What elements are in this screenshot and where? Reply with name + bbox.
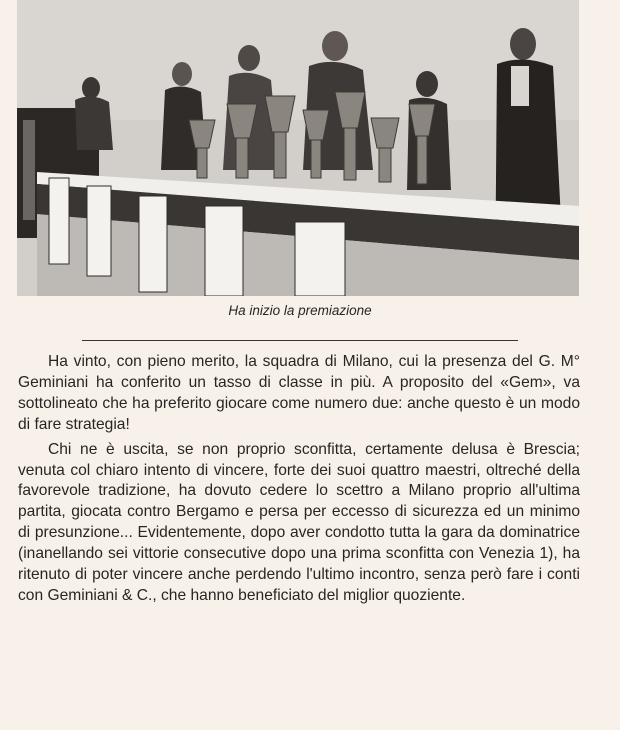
photo-caption: Ha inizio la premiazione	[228, 303, 372, 318]
photo-illustration	[17, 0, 579, 296]
paragraph-1: Ha vinto, con pieno merito, la squadra di Milano, cui la presenza del G. M° Geminiani ha conferito un tasso di classe in più. A proposito del «Gem», va sottolineato che ha preferito giocare come numero due: anche questo è un modo di fare strategia!	[18, 353, 580, 433]
caption-divider	[82, 340, 518, 341]
paragraph-2: Chi ne è uscita, se non proprio sconfitta, certamente delusa è Brescia; venuta col chiaro intento di vincere, forte dei suoi quattro maestri, oltreché della favorevole tradizione, ha dovuto cedere lo scettro a Milano proprio all'ultima partita, giocata contro Bergamo e persa per eccesso di sicurezza ed un minimo di presunzione... Evidentemente, dopo aver condotto tutta la gara da dominatrice (inanellando sei vittorie consecutive dopo una prima sconfitta con Venezia 1), ha ritenuto di poter vincere anche perdendo l'ultimo incontro, senza però fare i conti con Geminiani & C., che hanno beneficiato del miglior quoziente.	[18, 440, 580, 604]
article-body	[18, 352, 580, 607]
award-ceremony-photo	[17, 0, 579, 296]
